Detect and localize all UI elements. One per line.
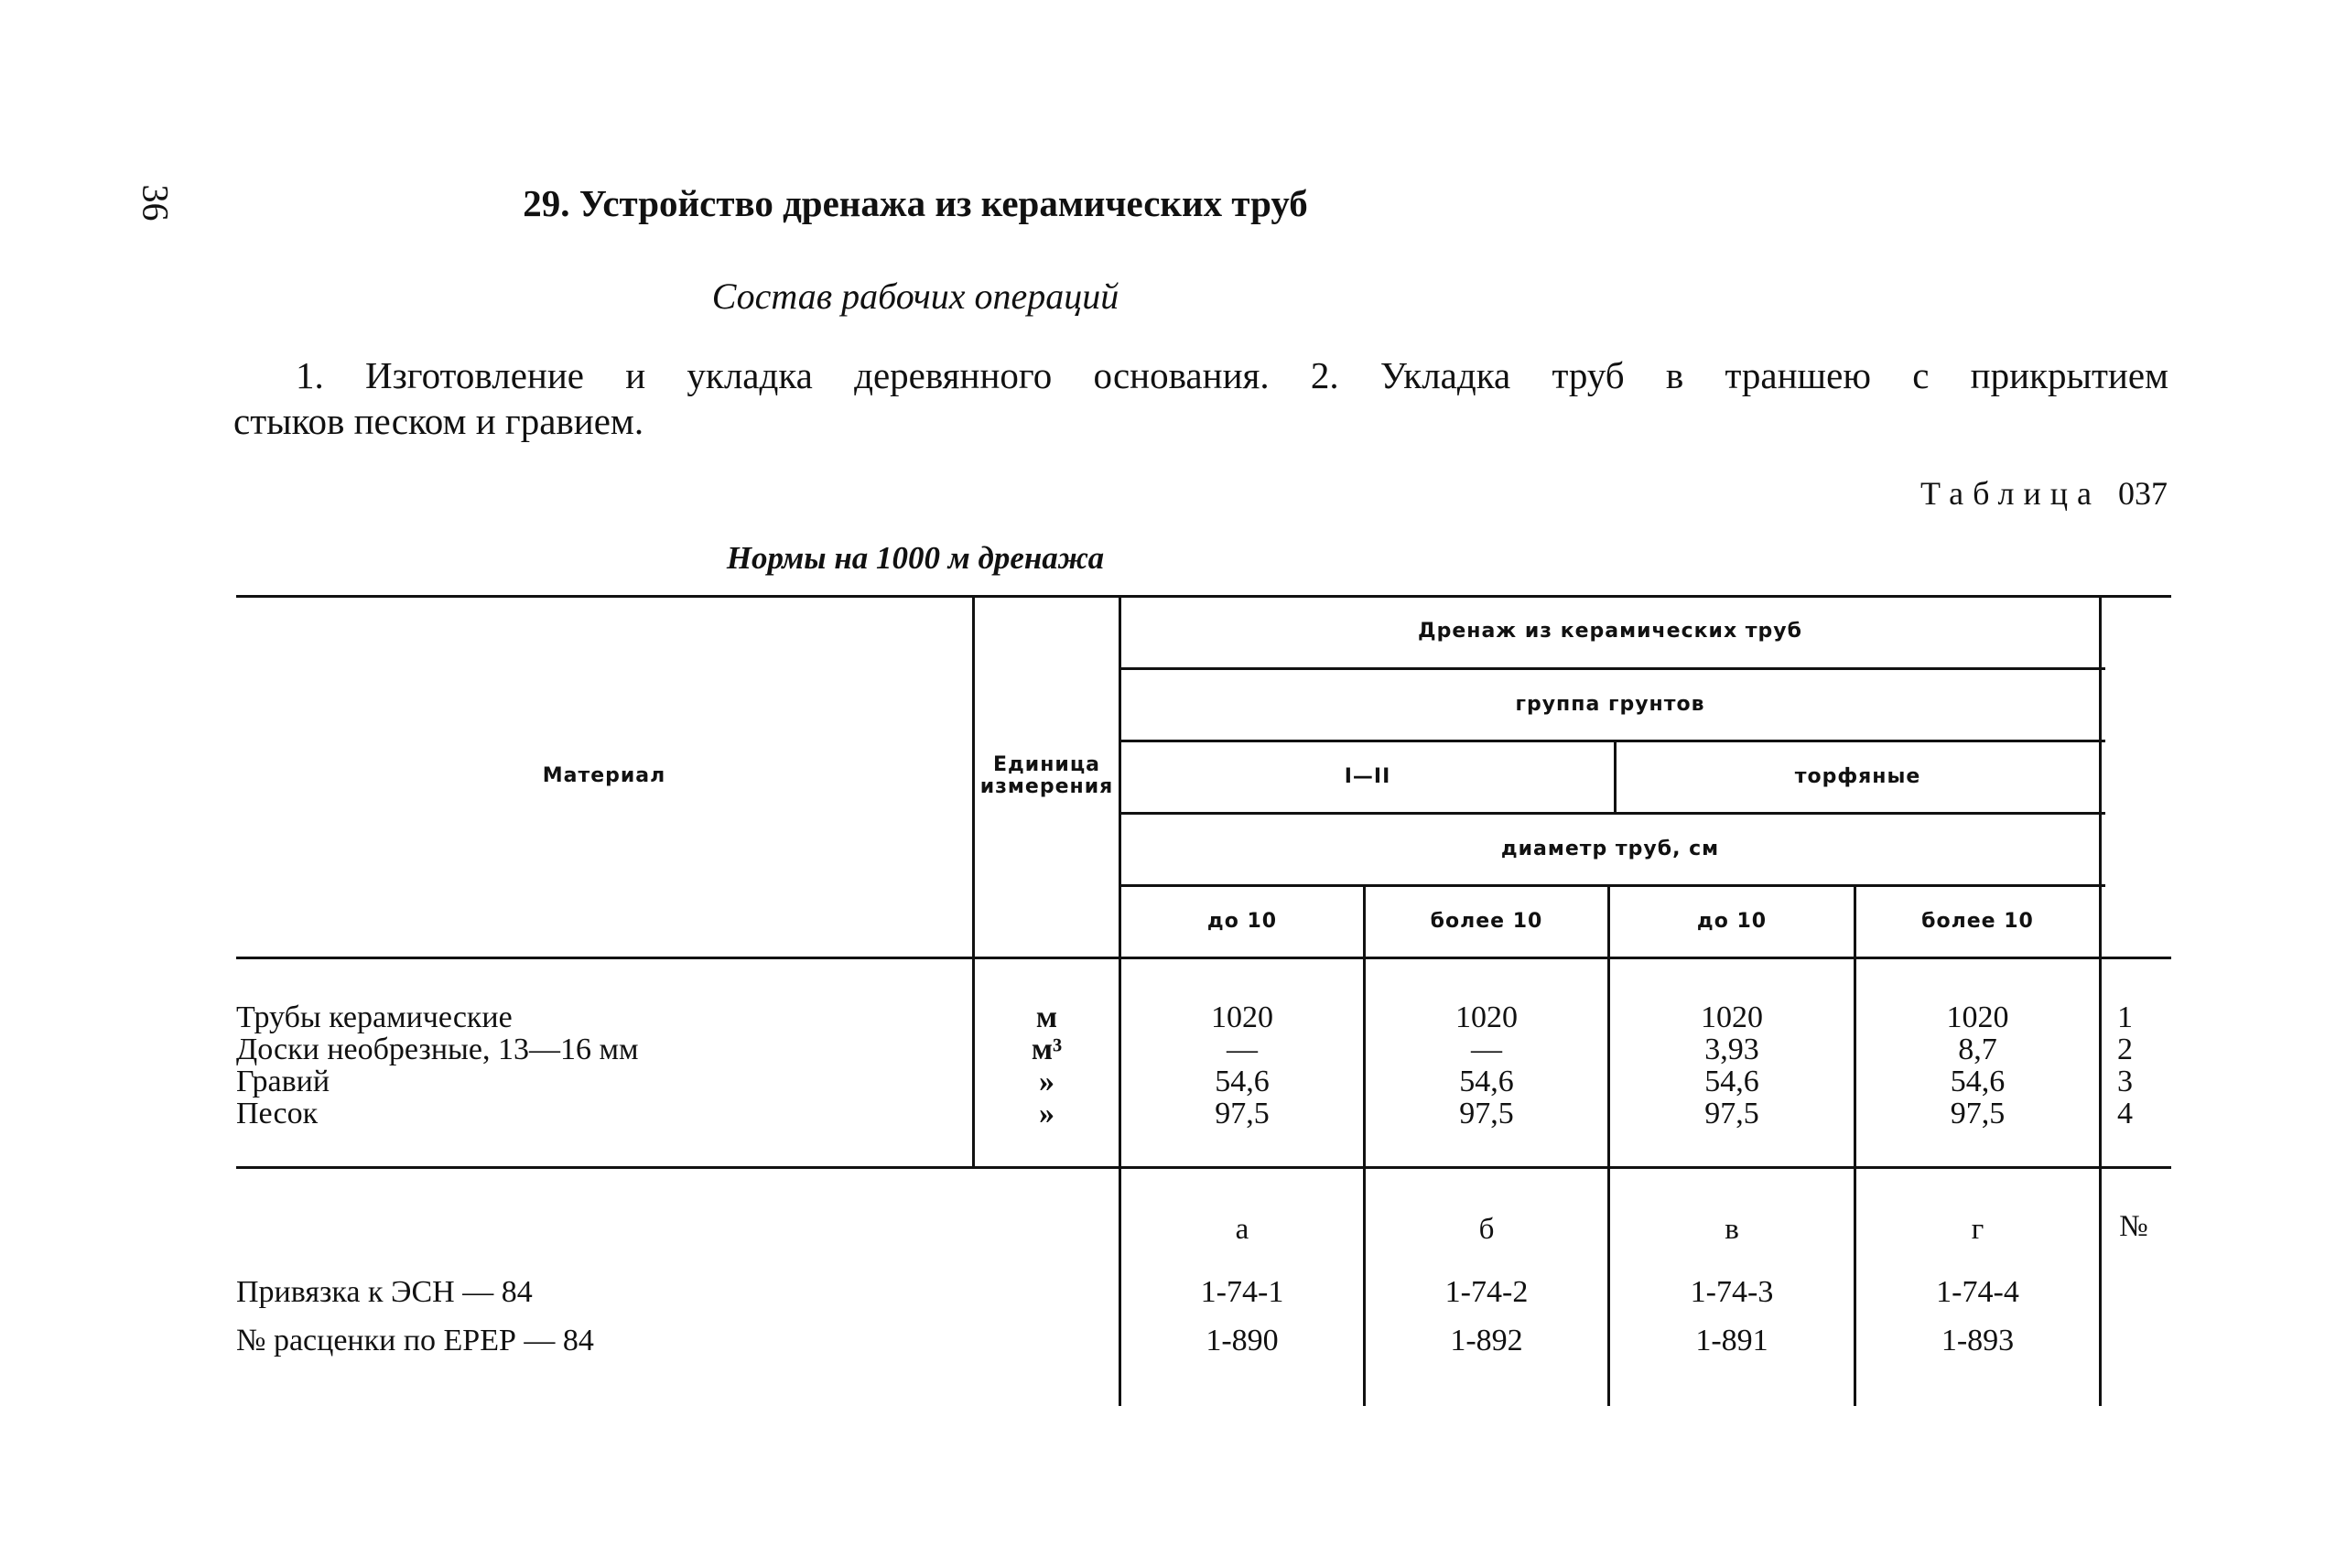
letter-no: № xyxy=(2119,1210,2148,1243)
header-col-d: более 10 xyxy=(1921,910,2034,933)
header-drainage: Дренаж из керамических труб xyxy=(1417,619,1803,643)
rownum-col-left xyxy=(2099,595,2102,1406)
erer-b: 1-892 xyxy=(1450,1324,1523,1357)
erer-label: № расценки по ЕРЕР — 84 xyxy=(236,1324,594,1357)
header-group-1: I—II xyxy=(1344,765,1391,788)
esn-d: 1-74-4 xyxy=(1936,1275,2019,1309)
col-d-values xyxy=(1856,1001,2099,1130)
header-col-c: до 10 xyxy=(1696,910,1768,933)
unit-3: » xyxy=(1039,1065,1054,1098)
material-1: Трубы керамические xyxy=(236,1000,513,1034)
cell-c-1: 1020 xyxy=(1701,1000,1763,1034)
row-num-1: 1 xyxy=(2117,1000,2133,1034)
unit-1: м xyxy=(1035,1000,1058,1034)
cell-a-1: 1020 xyxy=(1211,1000,1273,1034)
erer-a: 1-890 xyxy=(1206,1324,1279,1357)
header-group-2: торфяные xyxy=(1794,765,1921,788)
esn-c: 1-74-3 xyxy=(1690,1275,1774,1309)
material-4: Песок xyxy=(236,1097,319,1130)
table-label: Таблица xyxy=(1920,475,2101,512)
page-number: 36 xyxy=(135,184,177,222)
letter-a: а xyxy=(1235,1213,1249,1246)
letter-d: г xyxy=(1971,1213,1984,1246)
cell-b-1: 1020 xyxy=(1455,1000,1518,1034)
erer-c: 1-891 xyxy=(1695,1324,1768,1357)
row-num-4: 4 xyxy=(2117,1097,2133,1130)
header-soil-group: группа грунтов xyxy=(1515,693,1705,716)
table-number-value: 037 xyxy=(2118,475,2168,512)
row-numbers xyxy=(2117,1001,2163,1130)
table-number xyxy=(1920,474,2168,513)
unit-2: м³ xyxy=(1031,1033,1063,1066)
material-3: Гравий xyxy=(236,1065,330,1098)
cell-c-3: 54,6 xyxy=(1704,1065,1759,1098)
cell-b-4: 97,5 xyxy=(1459,1097,1514,1130)
header-unit: Единица измерения xyxy=(979,752,1114,798)
cell-b-2: — xyxy=(1471,1033,1502,1066)
units-column xyxy=(975,1001,1119,1130)
cell-b-3: 54,6 xyxy=(1459,1065,1514,1098)
letter-b: б xyxy=(1478,1213,1495,1246)
cell-a-2: — xyxy=(1227,1033,1258,1066)
col-c-values xyxy=(1610,1001,1854,1130)
operations-line-1: 1. Изготовление и укладка деревянного основания. 2. Укладка труб в траншею с прикрытием xyxy=(296,354,2168,396)
cell-c-2: 3,93 xyxy=(1704,1033,1759,1066)
row-num-2: 2 xyxy=(2117,1033,2133,1066)
unit-4: » xyxy=(1039,1097,1054,1130)
letter-c: в xyxy=(1725,1213,1739,1246)
operations-text xyxy=(233,352,2168,444)
cell-a-4: 97,5 xyxy=(1215,1097,1270,1130)
section-title: 29. Устройство дренажа из керамических труб xyxy=(523,182,1308,224)
cell-d-3: 54,6 xyxy=(1950,1065,2006,1098)
esn-label: Привязка к ЭСН — 84 xyxy=(236,1275,533,1309)
cell-d-1: 1020 xyxy=(1946,1000,2009,1034)
col-a-values xyxy=(1121,1001,1363,1130)
esn-b: 1-74-2 xyxy=(1444,1275,1529,1309)
header-bottom-border xyxy=(236,957,2171,959)
header-col-b: более 10 xyxy=(1430,910,1543,933)
subtitle: Состав рабочих операций xyxy=(711,276,1119,317)
materials-column xyxy=(236,1001,959,1130)
table-caption: Нормы на 1000 м дренажа xyxy=(726,540,1105,576)
erer-d: 1-893 xyxy=(1941,1324,2015,1357)
body-bottom-border xyxy=(236,1166,2171,1169)
header-col-a: до 10 xyxy=(1206,910,1278,933)
row-num-3: 3 xyxy=(2117,1065,2133,1098)
esn-a: 1-74-1 xyxy=(1200,1275,1284,1309)
cell-d-4: 97,5 xyxy=(1950,1097,2006,1130)
header-pipe-diameter: диаметр труб, см xyxy=(1500,838,1720,860)
col-b-values xyxy=(1366,1001,1607,1130)
material-2: Доски необрезные, 13—16 мм xyxy=(236,1033,639,1066)
operations-line-2: стыков песком и гравием. xyxy=(233,400,644,442)
cell-c-4: 97,5 xyxy=(1704,1097,1759,1130)
header-material: Материал xyxy=(542,763,666,787)
cell-d-2: 8,7 xyxy=(1958,1033,1997,1066)
cell-a-3: 54,6 xyxy=(1215,1065,1270,1098)
